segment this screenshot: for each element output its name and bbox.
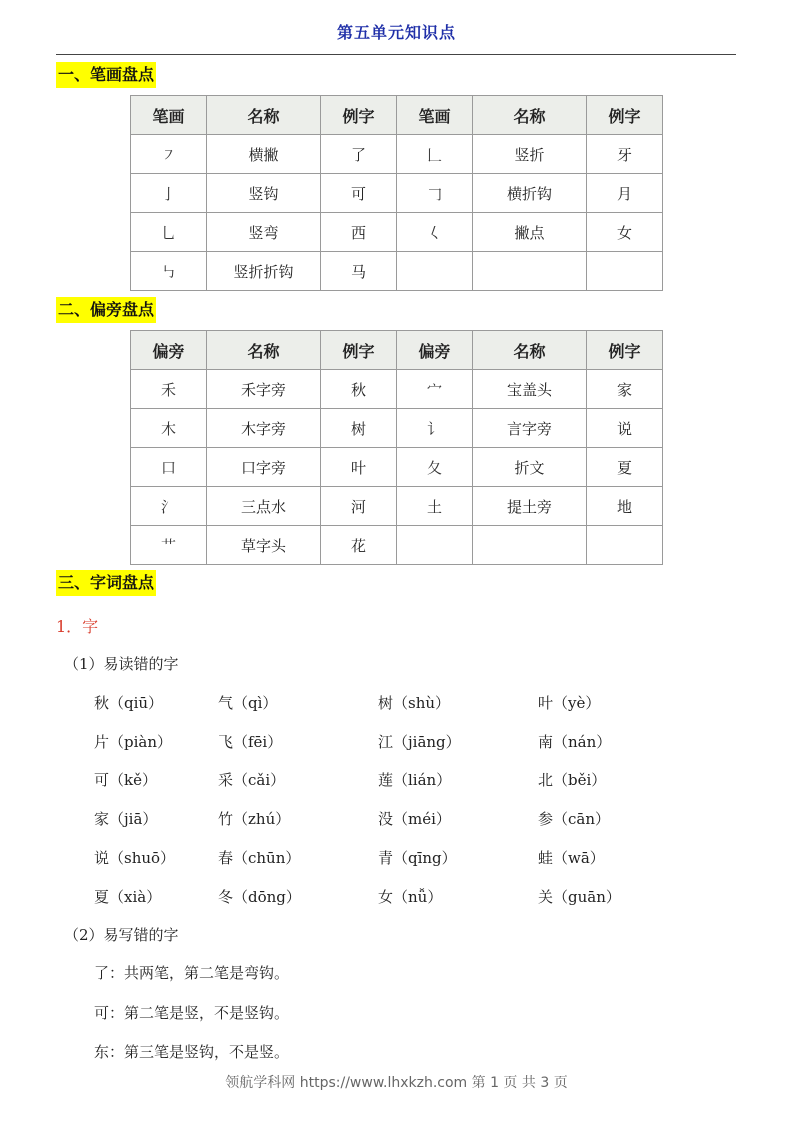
radical-name: 宝盖头 [473, 370, 587, 409]
pinyin-item: 气（qì） [218, 694, 278, 712]
header-cell: 例字 [587, 96, 663, 135]
section-heading-radicals: 二、偏旁盘点 [56, 297, 156, 323]
table-header-row [131, 96, 663, 135]
stroke-glyph: 亅 [131, 174, 207, 213]
pinyin-item: 女（nǚ） [378, 888, 443, 906]
example-char: 树 [321, 409, 397, 448]
example-char: 月 [587, 174, 663, 213]
pinyin-item: 夏（xià） [94, 888, 162, 906]
writing-note: 了：共两笔，第二笔是弯钩。 [94, 964, 290, 982]
stroke-name: 横折钩 [473, 174, 587, 213]
table-row [131, 135, 663, 174]
pinyin-item: 北（běi） [538, 771, 607, 789]
stroke-glyph: 𠃌 [397, 174, 473, 213]
stroke-name: 横撇 [207, 135, 321, 174]
example-char: 西 [321, 213, 397, 252]
table-row [131, 526, 663, 565]
example-char: 说 [587, 409, 663, 448]
part-hard-to-write: （2）易写错的字 [64, 926, 179, 944]
header-cell: 偏旁 [397, 331, 473, 370]
header-cell: 名称 [207, 331, 321, 370]
stroke-name: 竖折折钩 [207, 252, 321, 291]
radical-glyph: 木 [131, 409, 207, 448]
example-char [587, 252, 663, 291]
header-cell: 笔画 [131, 96, 207, 135]
radical-name: 三点水 [207, 487, 321, 526]
stroke-glyph: 𠃊 [397, 135, 473, 174]
radical-name: 木字旁 [207, 409, 321, 448]
pinyin-item: 家（jiā） [94, 810, 158, 828]
pinyin-item: 秋（qiū） [94, 694, 164, 712]
radical-name: 口字旁 [207, 448, 321, 487]
stroke-glyph: ㇉ [131, 252, 207, 291]
page-title: 第五单元知识点 [336, 23, 456, 42]
radical-glyph: 讠 [397, 409, 473, 448]
pinyin-item: 可（kě） [94, 771, 157, 789]
header-cell: 例字 [321, 96, 397, 135]
example-char: 河 [321, 487, 397, 526]
section-heading-words: 三、字词盘点 [56, 570, 156, 596]
example-char: 女 [587, 213, 663, 252]
stroke-name: 撇点 [473, 213, 587, 252]
pinyin-item: 青（qīng） [378, 849, 457, 867]
page-footer: 领航学科网 https://www.lhxkzh.com 第 1 页 共 3 页 [225, 1075, 568, 1091]
stroke-glyph: ㇇ [131, 135, 207, 174]
pinyin-item: 关（guān） [538, 888, 621, 906]
pinyin-item: 莲（lián） [378, 771, 452, 789]
pinyin-item: 春（chūn） [218, 849, 301, 867]
stroke-glyph: 𡿨 [397, 213, 473, 252]
pinyin-item: 南（nán） [538, 733, 612, 751]
example-char [587, 526, 663, 565]
radical-glyph: 艹 [131, 526, 207, 565]
stroke-glyph: 乚 [131, 213, 207, 252]
radical-name: 折文 [473, 448, 587, 487]
stroke-name: 竖折 [473, 135, 587, 174]
table-header-row [131, 331, 663, 370]
radical-name: 提土旁 [473, 487, 587, 526]
stroke-name [473, 252, 587, 291]
radicals-table [130, 330, 663, 565]
radical-glyph: 禾 [131, 370, 207, 409]
radical-glyph: 氵 [131, 487, 207, 526]
strokes-table [130, 95, 663, 291]
pinyin-item: 没（méi） [378, 810, 451, 828]
header-cell: 笔画 [397, 96, 473, 135]
example-char: 花 [321, 526, 397, 565]
part-hard-to-read: （1）易读错的字 [64, 655, 179, 673]
radical-glyph [397, 526, 473, 565]
table-row [131, 448, 663, 487]
radical-glyph: 宀 [397, 370, 473, 409]
radical-glyph: 口 [131, 448, 207, 487]
header-cell: 名称 [473, 96, 587, 135]
example-char: 秋 [321, 370, 397, 409]
pinyin-item: 说（shuō） [94, 849, 176, 867]
pinyin-item: 竹（zhú） [218, 810, 291, 828]
pinyin-item: 冬（dōng） [218, 888, 301, 906]
example-char: 了 [321, 135, 397, 174]
table-row [131, 252, 663, 291]
header-cell: 名称 [473, 331, 587, 370]
pinyin-item: 叶（yè） [538, 694, 601, 712]
example-char: 家 [587, 370, 663, 409]
stroke-name: 竖钩 [207, 174, 321, 213]
example-char: 牙 [587, 135, 663, 174]
title-divider [56, 54, 736, 55]
radical-glyph: 夂 [397, 448, 473, 487]
example-char: 夏 [587, 448, 663, 487]
section-heading-strokes: 一、笔画盘点 [56, 62, 156, 88]
example-char: 可 [321, 174, 397, 213]
example-char: 叶 [321, 448, 397, 487]
radical-name: 草字头 [207, 526, 321, 565]
table-row [131, 409, 663, 448]
header-cell: 名称 [207, 96, 321, 135]
pinyin-item: 片（piàn） [94, 733, 173, 751]
table-row [131, 213, 663, 252]
pinyin-item: 树（shù） [378, 694, 451, 712]
example-char: 地 [587, 487, 663, 526]
writing-note: 东：第三笔是竖钩，不是竖。 [94, 1043, 290, 1061]
pinyin-item: 采（cǎi） [218, 771, 286, 789]
header-cell: 例字 [587, 331, 663, 370]
header-cell: 偏旁 [131, 331, 207, 370]
pinyin-item: 飞（fēi） [218, 733, 283, 751]
table-row [131, 487, 663, 526]
radical-glyph: 土 [397, 487, 473, 526]
pinyin-item: 江（jiāng） [378, 733, 461, 751]
example-char: 马 [321, 252, 397, 291]
pinyin-item: 参（cān） [538, 810, 611, 828]
stroke-glyph [397, 252, 473, 291]
stroke-name: 竖弯 [207, 213, 321, 252]
writing-note: 可：第二笔是竖，不是竖钩。 [94, 1004, 290, 1022]
radical-name: 禾字旁 [207, 370, 321, 409]
subsection-characters: 1．字 [56, 617, 99, 636]
table-row [131, 370, 663, 409]
radical-name: 言字旁 [473, 409, 587, 448]
table-row [131, 174, 663, 213]
radical-name [473, 526, 587, 565]
pinyin-item: 蛙（wā） [538, 849, 605, 867]
header-cell: 例字 [321, 331, 397, 370]
